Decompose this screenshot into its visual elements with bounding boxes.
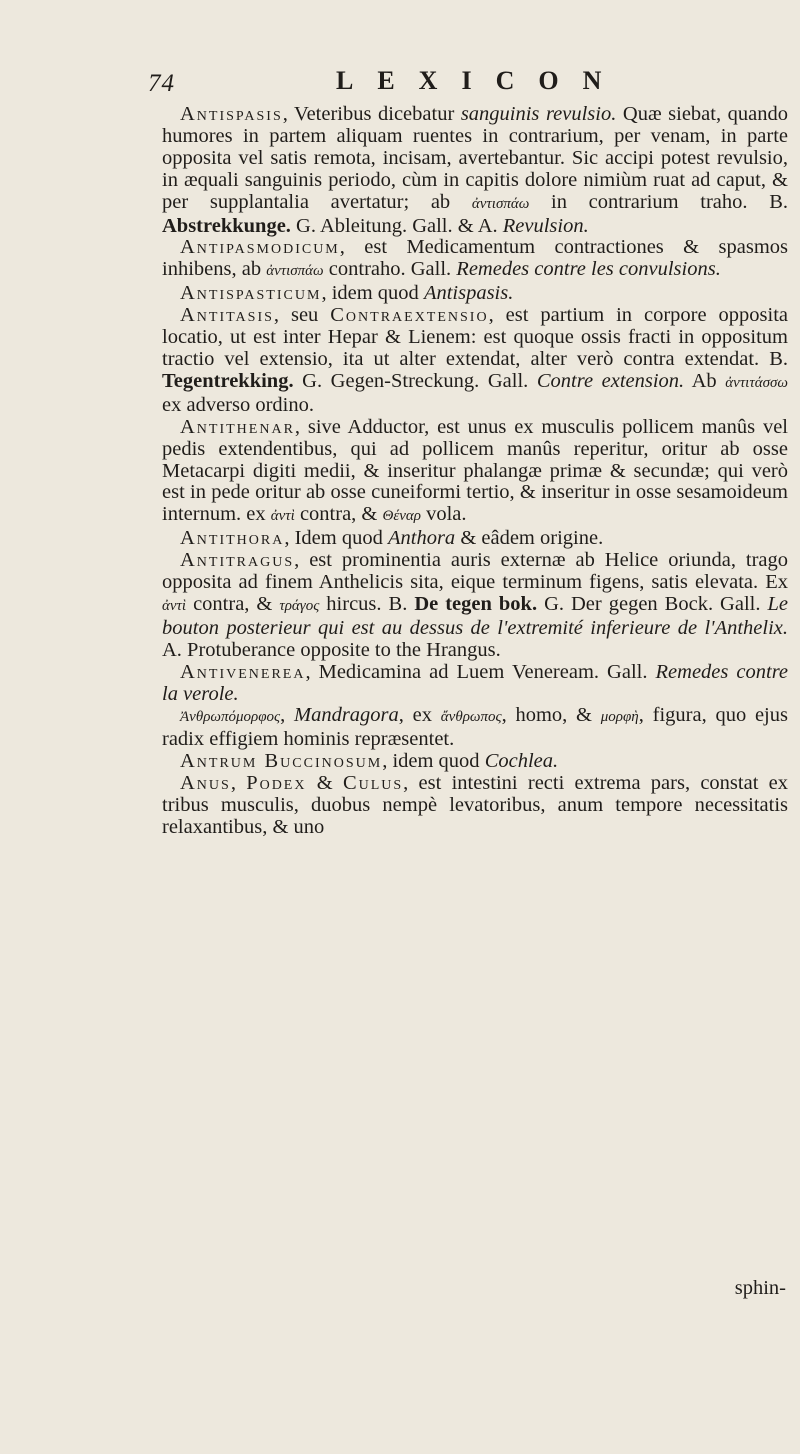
- entry-text: ,: [230, 772, 247, 795]
- page-number: 74: [148, 70, 175, 97]
- entry-text: ,: [280, 704, 294, 727]
- entry-lemma: Antitragus: [180, 549, 295, 572]
- dutch-gloss: Abstrekkunge.: [162, 214, 291, 237]
- entry-italic-text: Contre extension.: [536, 369, 685, 392]
- dictionary-entry: [162, 705, 788, 751]
- entry-text: A. Protuberance opposite to the Hrangus.: [162, 638, 501, 661]
- entry-text: , Idem quod: [284, 527, 388, 550]
- entry-italic-text: Le bouton posterieur qui est au dessus de l'extremité inferieure de l'Anthelix.: [162, 592, 788, 639]
- entry-text: &: [306, 772, 343, 795]
- dictionary-entry: [162, 305, 788, 417]
- dictionary-entry: [162, 528, 788, 550]
- entry-italic-text: sanguinis revulsio.: [460, 103, 617, 125]
- dictionary-text: [162, 104, 788, 839]
- entry-text: G. Gegen-Streckung. Gall.: [293, 369, 537, 392]
- entry-text: Quæ siebat, quando humores in partem aliquam ruentes in contrarium, per venam, in parte opposita vel satis remota, incisam, avertebantur. Sic accipi potest revulsio, in æquali sanguinis periodo, cùm in capitis dolore nimiùm ruat ad caput, & per supplantalia avertatur; ab: [162, 103, 788, 213]
- entry-lemma: Antrum Buccinosum: [180, 750, 383, 773]
- entry-text: , est Medicamentum contractiones & spasmos inhibens, ab: [162, 236, 788, 281]
- entry-text: , est prominentia auris externæ ab Helice oriunda, trago opposita ad finem Anthelicis sita, eique terminum figens, satis elevata. Ex: [162, 549, 788, 594]
- dutch-gloss: Tegentrekking.: [162, 369, 294, 392]
- entry-italic-text: Revulsion.: [502, 214, 589, 237]
- entry-text: & eâdem origine.: [455, 527, 604, 550]
- greek-word: Θέναρ: [382, 508, 421, 525]
- entry-italic-text: Remedes contre les convulsions.: [456, 258, 721, 281]
- entry-text: G. Der gegen Bock. Gall.: [537, 592, 768, 615]
- entry-lemma: Antitasis: [180, 304, 274, 327]
- dictionary-entry: [162, 751, 788, 773]
- greek-word: ἄνθρωπος: [440, 709, 502, 726]
- dictionary-entry: [162, 417, 788, 529]
- entry-lemma: Antivenerea: [180, 660, 306, 683]
- entry-italic-text: Cochlea.: [484, 750, 559, 773]
- entry-text: , est partium in corpore opposita locatio, ut est inter Hepar & Lienem: est quoque ossis fracti in oppositum tractio vel extensio, ita ut alter extendat, alter verò contra extendat. B.: [162, 304, 788, 370]
- greek-word: Ἀνθρωπόμορφος: [180, 709, 281, 726]
- entry-text: , ex: [398, 704, 441, 727]
- entry-text: contra, &: [186, 592, 280, 615]
- entry-italic-text: Antispasis.: [423, 282, 514, 305]
- dutch-gloss: De tegen bok.: [414, 592, 538, 615]
- entry-synonym: Culus: [342, 772, 404, 795]
- entry-lemma: Antithora: [180, 527, 285, 550]
- dictionary-entry: [162, 237, 788, 283]
- entry-synonym: Contraextensio: [330, 304, 489, 327]
- catchword: sphin-: [734, 1277, 786, 1299]
- greek-word: ἀντισπάω: [266, 263, 324, 280]
- entry-synonym: Podex: [246, 772, 307, 795]
- entry-lemma: Antithenar: [180, 415, 295, 438]
- dictionary-entry: [162, 104, 788, 237]
- entry-italic-text: Anthora: [387, 527, 456, 550]
- entry-text: in contrarium traho. B.: [529, 190, 788, 213]
- entry-text: , idem quod: [382, 750, 485, 773]
- entry-text: Ab: [684, 369, 726, 392]
- running-head: LEXICON: [336, 66, 626, 95]
- entry-text: , figura, quo ejus radix effigiem hominis repræsentet.: [162, 704, 788, 751]
- entry-text: contraho. Gall.: [323, 258, 457, 281]
- entry-lemma: Antispasticum: [180, 282, 322, 305]
- dictionary-entry: [162, 662, 788, 706]
- entry-text: , est intestini recti extrema pars, constat ex tribus musculis, duobus nempè levatoribus, anum tempore necessitatis relaxantibus, & uno: [162, 772, 788, 838]
- entry-lemma: Antipasmodicum: [180, 236, 340, 259]
- greek-word: μορφὴ: [600, 709, 639, 726]
- dictionary-entry: [162, 550, 788, 662]
- entry-lemma: Anus: [180, 772, 231, 795]
- entry-text: vola.: [420, 503, 467, 526]
- dictionary-entry: [162, 283, 788, 305]
- greek-word: ἀντιτάσσω: [725, 374, 788, 391]
- entry-text: , Veteribus dicebatur: [282, 103, 461, 125]
- entry-italic-text: Mandragora: [294, 704, 399, 727]
- greek-word: ἀντὶ: [270, 508, 295, 525]
- entry-text: contra, &: [294, 503, 383, 526]
- entry-text: , seu: [273, 304, 331, 327]
- greek-word: τράγος: [279, 597, 320, 614]
- entry-text: ex adverso ordino.: [162, 393, 314, 416]
- page-header: [148, 60, 788, 104]
- entry-lemma: Antispasis: [180, 103, 283, 125]
- entry-text: G. Ableitung. Gall. & A.: [290, 214, 503, 237]
- entry-italic-text: Remedes contre la verole.: [162, 660, 789, 705]
- entry-text: , sive Adductor, est unus ex musculis pollicem manûs vel pedis extendentibus, qui ad pollicem manûs reperitur, oritur ab osse Metacarpi digiti medii, & inseritur phalangæ primæ & secundæ; qui verò est in pede oritur ab osse cuneiformi tertio, & inseritur in osse sesamoideum internum. ex: [162, 415, 788, 526]
- entry-text: hircus. B.: [319, 592, 415, 615]
- dictionary-entry: [162, 773, 788, 839]
- greek-word: ἀντὶ: [162, 597, 187, 614]
- entry-text: , homo, &: [501, 704, 601, 727]
- entry-text: , Medicamina ad Luem Veneream. Gall.: [305, 660, 656, 683]
- entry-text: , idem quod: [321, 282, 424, 305]
- greek-word: ἀντισπάω: [471, 195, 530, 212]
